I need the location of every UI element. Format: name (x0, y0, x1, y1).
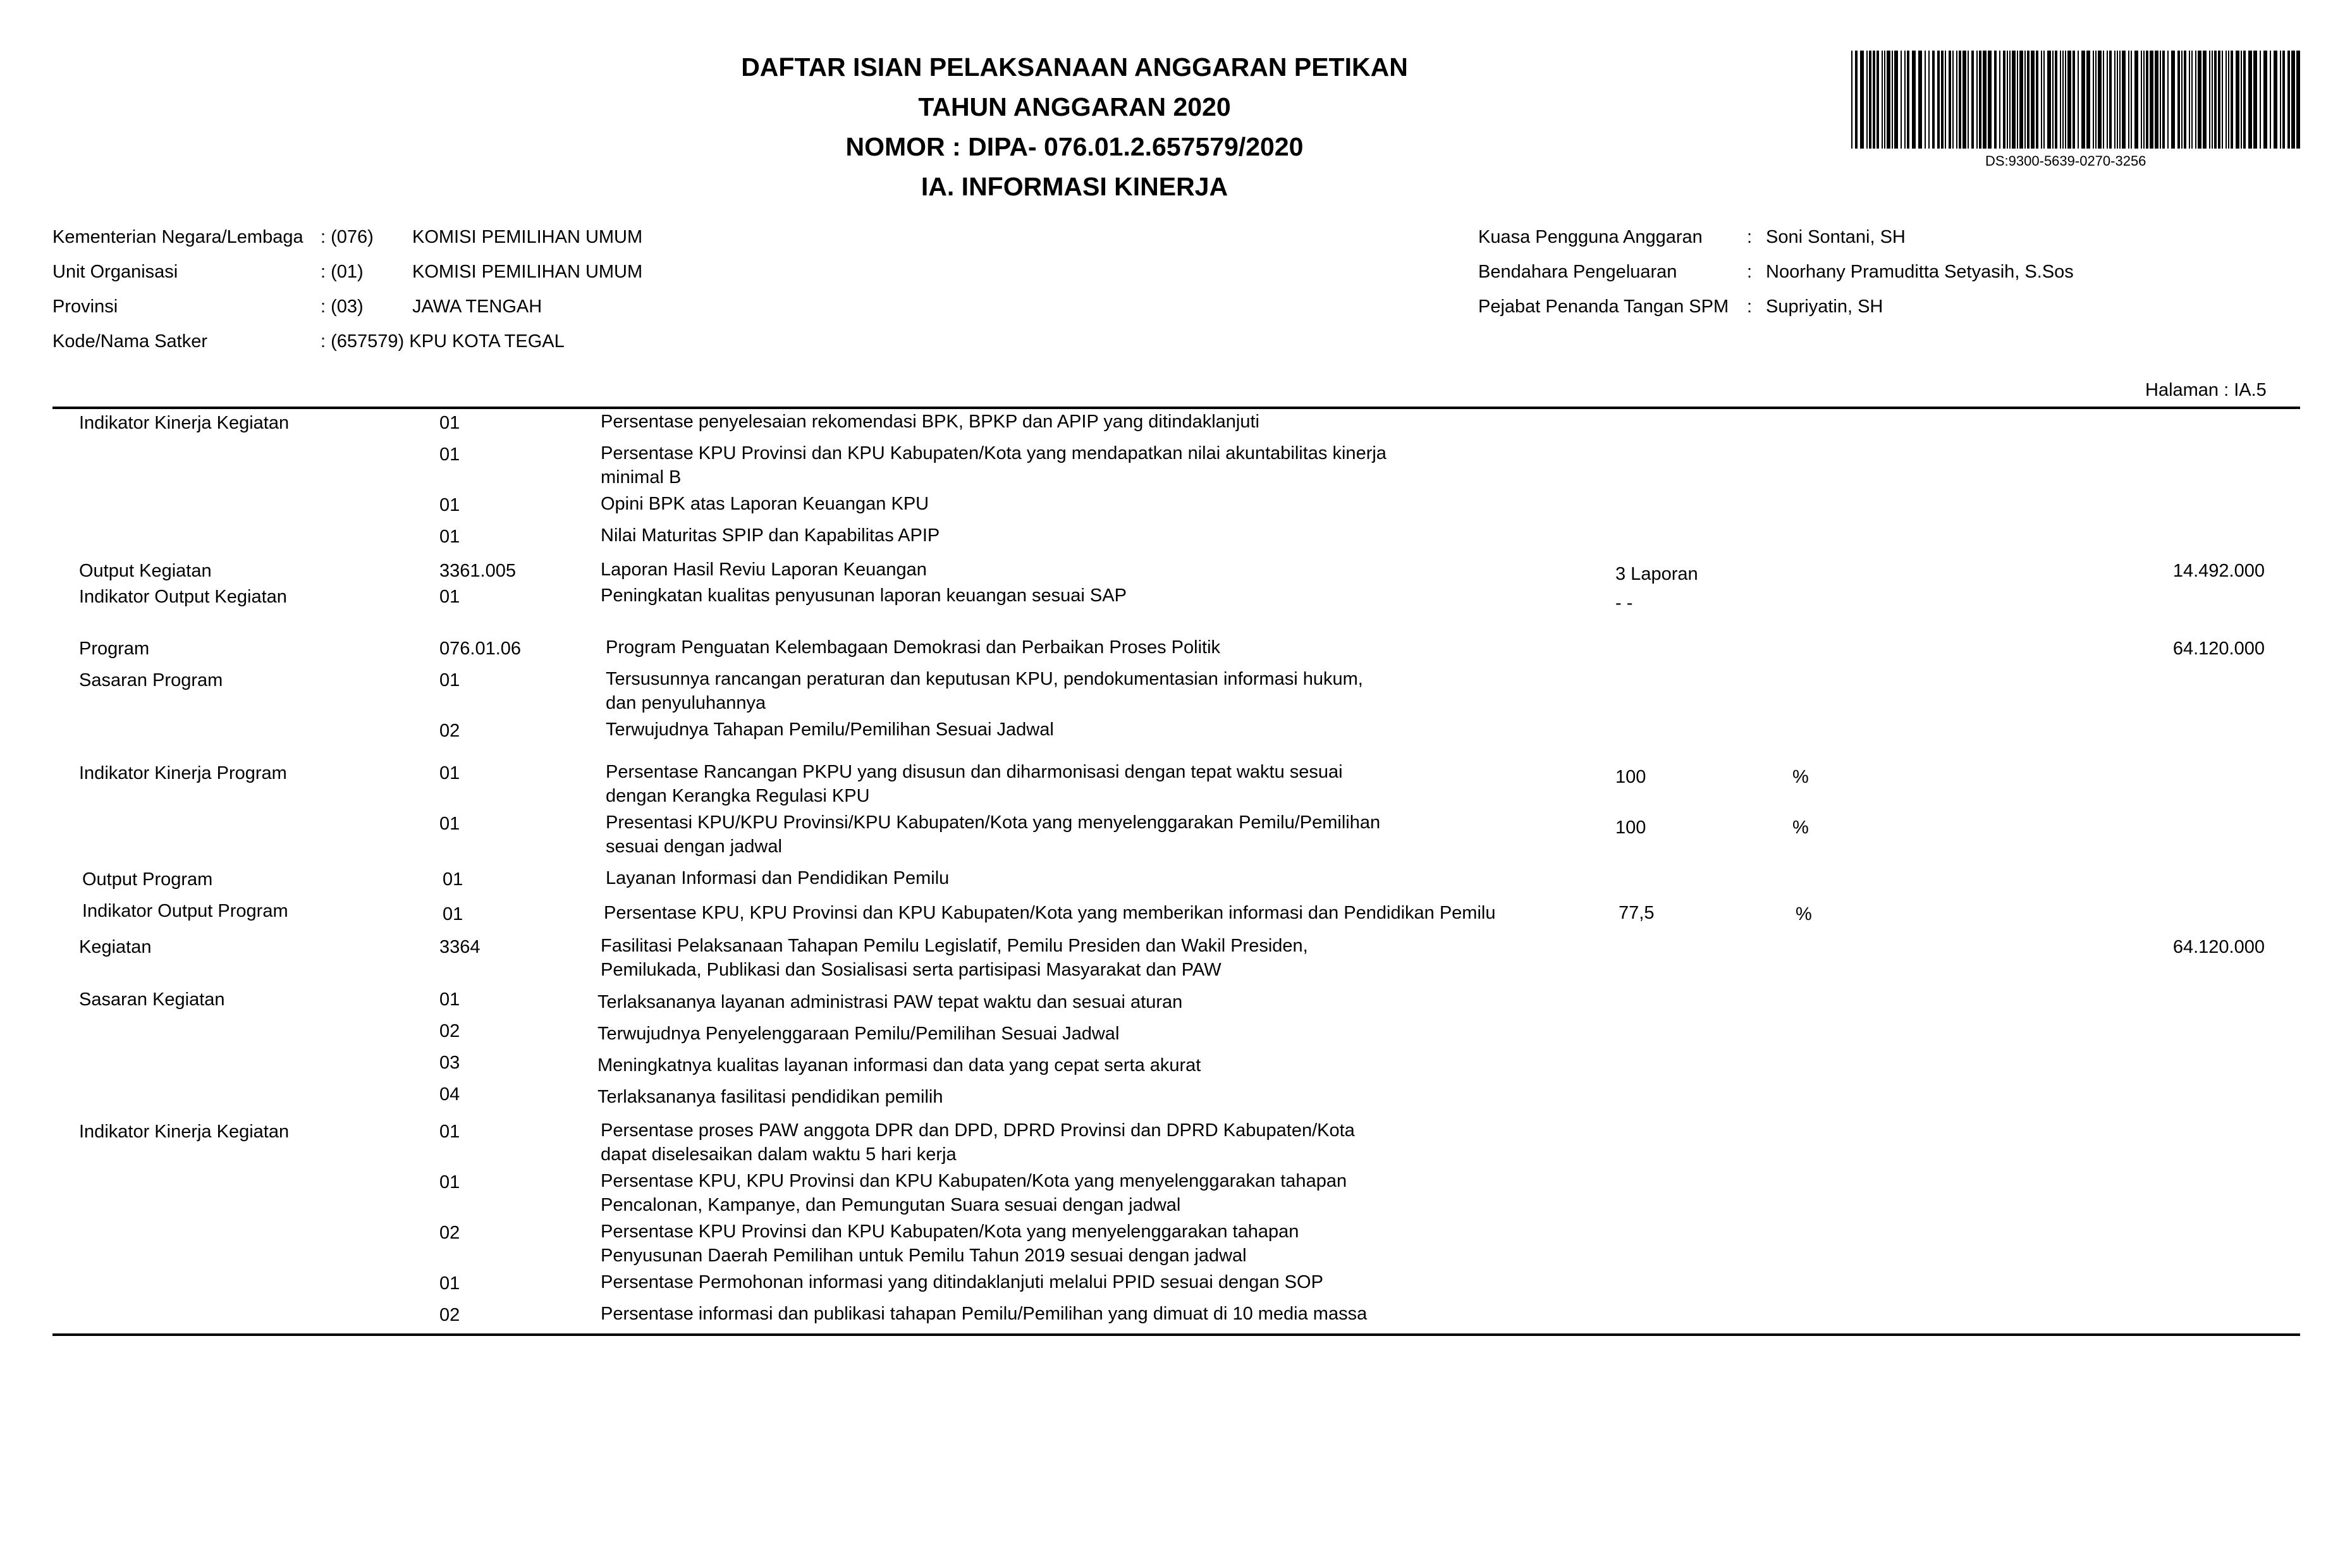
row-code: 01 (443, 869, 463, 890)
row-code: 01 (439, 527, 460, 547)
row-description: Terwujudnya Tahapan Pemilu/Pemilihan Sesuai Jadwal (606, 720, 1054, 740)
bendahara-name: Noorhany Pramuditta Setyasih, S.Sos (1766, 262, 2074, 282)
row-description: Terlaksananya fasilitasi pendidikan pemilih (597, 1087, 943, 1107)
row-code: 076.01.06 (439, 639, 522, 659)
row-label: Indikator Output Kegiatan (79, 587, 287, 607)
row-amount: 64.120.000 (2172, 639, 2265, 659)
row-description: Presentasi KPU/KPU Provinsi/KPU Kabupaten/Kota yang menyelenggarakan Pemilu/Pemilihan sesuai dengan jadwal (606, 812, 1381, 857)
row-code: 01 (439, 670, 460, 690)
row-code: 01 (439, 814, 460, 834)
row-description: Persentase KPU, KPU Provinsi dan KPU Kabupaten/Kota yang menyelenggarakan tahapan Pencalonan, Kampanye, dan Pemungutan Suara sesuai dengan jadwal (601, 1171, 1347, 1215)
row-description: Opini BPK atas Laporan Keuangan KPU (601, 494, 929, 514)
row-unit: % (1792, 767, 1809, 787)
row-code: 02 (439, 721, 460, 741)
barcode-caption: DS:9300-5639-0270-3256 (1985, 153, 2146, 169)
row-label: Indikator Kinerja Kegiatan (79, 413, 290, 433)
row-description: Fasilitasi Pelaksanaan Tahapan Pemilu Legislatif, Pemilu Presiden dan Wakil Presiden, Pemilukada, Publikasi dan Sosialisasi serta partisipasi Masyarakat dan PAW (601, 936, 1308, 980)
bendahara-colon: : (1747, 262, 1753, 282)
row-volume: 100 (1615, 818, 1646, 838)
kpa-colon: : (1747, 227, 1753, 247)
spm-label: Pejabat Penanda Tangan SPM (1478, 297, 1729, 317)
row-description: Persentase KPU Provinsi dan KPU Kabupaten/Kota yang mendapatkan nilai akuntabilitas kinerja minimal B (601, 443, 1387, 487)
row-description: Peningkatan kualitas penyusunan laporan keuangan sesuai SAP (601, 585, 1127, 606)
row-label: Sasaran Kegiatan (79, 989, 225, 1010)
row-description: Program Penguatan Kelembagaan Demokrasi dan Perbaikan Proses Politik (606, 637, 1221, 658)
info-name-unit: KOMISI PEMILIHAN UMUM (412, 262, 643, 282)
row-description: Laporan Hasil Reviu Laporan Keuangan (601, 560, 927, 580)
row-code: 02 (439, 1223, 460, 1243)
row-code: 01 (439, 763, 460, 783)
row-code: 01 (439, 495, 460, 515)
row-code: 3361.005 (439, 561, 516, 581)
row-code: 04 (439, 1084, 460, 1105)
row-description: Terwujudnya Penyelenggaraan Pemilu/Pemilihan Sesuai Jadwal (597, 1024, 1120, 1044)
dipa-number: NOMOR : DIPA- 076.01.2.657579/2020 (845, 132, 1304, 161)
info-label-kementerian: Kementerian Negara/Lembaga (52, 227, 303, 247)
row-label: Output Kegiatan (79, 561, 212, 581)
row-description: Persentase informasi dan publikasi tahapan Pemilu/Pemilihan yang dimuat di 10 media massa (601, 1304, 1368, 1324)
row-label: Kegiatan (79, 937, 152, 957)
kpa-label: Kuasa Pengguna Anggaran (1478, 227, 1703, 247)
row-volume: - - (1615, 593, 1633, 613)
row-volume: 100 (1615, 767, 1646, 787)
row-description: Meningkatnya kualitas layanan informasi dan data yang cepat serta akurat (597, 1055, 1201, 1075)
row-volume: 77,5 (1619, 903, 1655, 923)
kpa-name: Soni Sontani, SH (1766, 227, 1906, 247)
table-bottom-rule (52, 1333, 2300, 1336)
fiscal-year-title: TAHUN ANGGARAN 2020 (918, 92, 1231, 121)
row-code: 01 (439, 587, 460, 607)
page-number: Halaman : IA.5 (2145, 380, 2267, 400)
info-code-provinsi: : (03) (321, 297, 364, 317)
row-code: 01 (439, 989, 460, 1010)
info-label-satker: Kode/Nama Satker (52, 331, 208, 352)
row-code: 02 (439, 1305, 460, 1325)
row-code: 01 (439, 1122, 460, 1142)
row-unit: % (1792, 818, 1809, 838)
row-description: Persentase Permohonan informasi yang ditindaklanjuti melalui PPID sesuai dengan SOP (601, 1272, 1323, 1292)
row-code: 01 (439, 444, 460, 465)
bendahara-label: Bendahara Pengeluaran (1478, 262, 1677, 282)
info-label-unit: Unit Organisasi (52, 262, 178, 282)
row-code: 01 (439, 413, 460, 433)
row-description: Persentase KPU, KPU Provinsi dan KPU Kabupaten/Kota yang memberikan informasi dan Pendidikan Pemilu (604, 903, 1496, 923)
info-code-unit: : (01) (321, 262, 364, 282)
info-name-kementerian: KOMISI PEMILIHAN UMUM (412, 227, 643, 247)
info-code-kementerian: : (076) (321, 227, 374, 247)
row-label: Program (79, 639, 150, 659)
row-description: Persentase proses PAW anggota DPR dan DPD, DPRD Provinsi dan DPRD Kabupaten/Kota dapat diselesaikan dalam waktu 5 hari kerja (601, 1120, 1355, 1165)
row-volume: 3 Laporan (1615, 564, 1698, 584)
spm-name: Supriyatin, SH (1766, 297, 1883, 317)
row-label: Output Program (82, 869, 213, 890)
row-description: Terlaksananya layanan administrasi PAW tepat waktu dan sesuai aturan (597, 992, 1183, 1012)
info-name-provinsi: JAWA TENGAH (412, 297, 542, 317)
row-unit: % (1796, 904, 1812, 924)
row-amount: 64.120.000 (2172, 937, 2265, 957)
spm-colon: : (1747, 297, 1753, 317)
row-description: Tersusunnya rancangan peraturan dan keputusan KPU, pendokumentasian informasi hukum, dan penyuluhannya (606, 669, 1363, 713)
row-code: 3364 (439, 937, 481, 957)
row-label: Sasaran Program (79, 670, 223, 690)
row-label: Indikator Kinerja Kegiatan (79, 1122, 290, 1142)
table-top-rule (52, 407, 2300, 409)
info-code-satker: : (657579) KPU KOTA TEGAL (321, 331, 565, 352)
row-code: 01 (439, 1172, 460, 1192)
row-code: 03 (439, 1053, 460, 1073)
row-label: Indikator Output Program (82, 901, 288, 921)
row-code: 01 (439, 1273, 460, 1294)
section-title: IA. INFORMASI KINERJA (921, 172, 1228, 201)
row-description: Layanan Informasi dan Pendidikan Pemilu (606, 868, 950, 888)
row-label: Indikator Kinerja Program (79, 763, 287, 783)
row-amount: 14.492.000 (2172, 561, 2265, 581)
info-label-provinsi: Provinsi (52, 297, 118, 317)
document-title: DAFTAR ISIAN PELAKSANAAN ANGGARAN PETIKAN (741, 52, 1408, 82)
row-description: Persentase Rancangan PKPU yang disusun dan diharmonisasi dengan tepat waktu sesuai dengan Kerangka Regulasi KPU (606, 762, 1343, 806)
row-code: 01 (443, 904, 463, 924)
row-description: Persentase KPU Provinsi dan KPU Kabupaten/Kota yang menyelenggarakan tahapan Penyusunan Daerah Pemilihan untuk Pemilu Tahun 2019 sesuai dengan jadwal (601, 1222, 1299, 1266)
row-description: Persentase penyelesaian rekomendasi BPK, BPKP dan APIP yang ditindaklanjuti (601, 412, 1259, 432)
row-description: Nilai Maturitas SPIP dan Kapabilitas APIP (601, 525, 940, 546)
row-code: 02 (439, 1021, 460, 1041)
barcode-image (1851, 51, 2301, 149)
